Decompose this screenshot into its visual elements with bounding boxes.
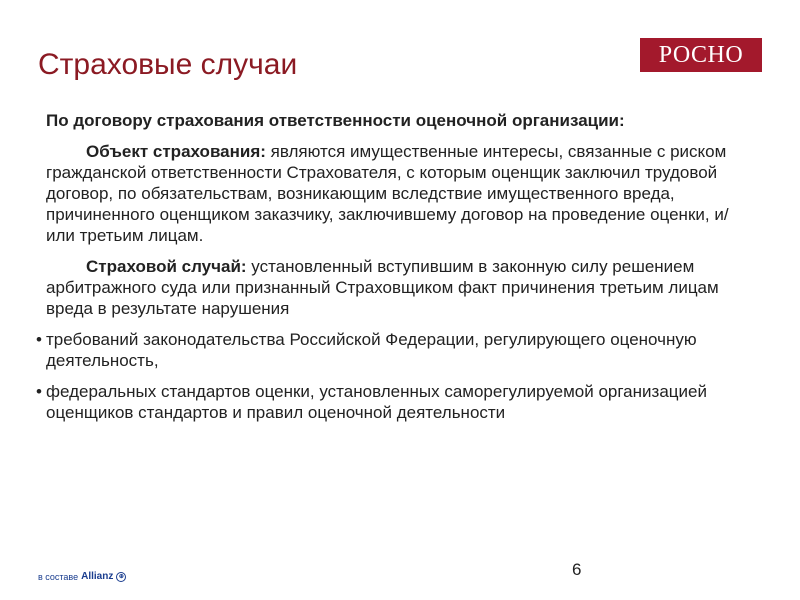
bullet-item-1: • требований законодательства Российской Федерации, регулирующего оценочную деятельность,: [46, 329, 754, 371]
allianz-eagle-icon: ⊕: [116, 572, 126, 582]
rosno-logo: РОСНО: [640, 38, 762, 72]
event-text: установленный вступившим в законную силу решением арбитражного суда или признанный Страховщиком факт причинения третьим лицам вреда в результате нарушения: [46, 257, 719, 318]
slide-content: [34, 110, 754, 433]
intro-text: По договору страхования ответственности оценочной организации:: [46, 111, 625, 130]
footer-prefix: в составе: [38, 571, 79, 582]
page-number: 6: [572, 560, 582, 579]
event-paragraph: [46, 256, 754, 319]
footer-brand: [38, 571, 126, 582]
object-text: являются имущественные интересы, связанные с риском гражданской ответственности Страхователя, с которым оценщик заключил трудовой договор, по обязательствам, возникающим вследствие имущественного вреда, причиненного оценщиком заказчику, заключившему договор на проведение оценки, и/или третьим лицам.: [46, 142, 729, 245]
slide-title: Страховые случаи: [38, 48, 298, 81]
bullet-item-2: • федеральных стандартов оценки, установленных саморегулируемой организацией оценщиков стандартов и правил оценочной деятельности: [46, 381, 754, 423]
footer-brand-name: Allianz: [81, 571, 114, 582]
object-paragraph: [46, 141, 754, 246]
event-label: Страховой случай:: [86, 257, 247, 276]
object-label: Объект страхования:: [86, 142, 266, 161]
